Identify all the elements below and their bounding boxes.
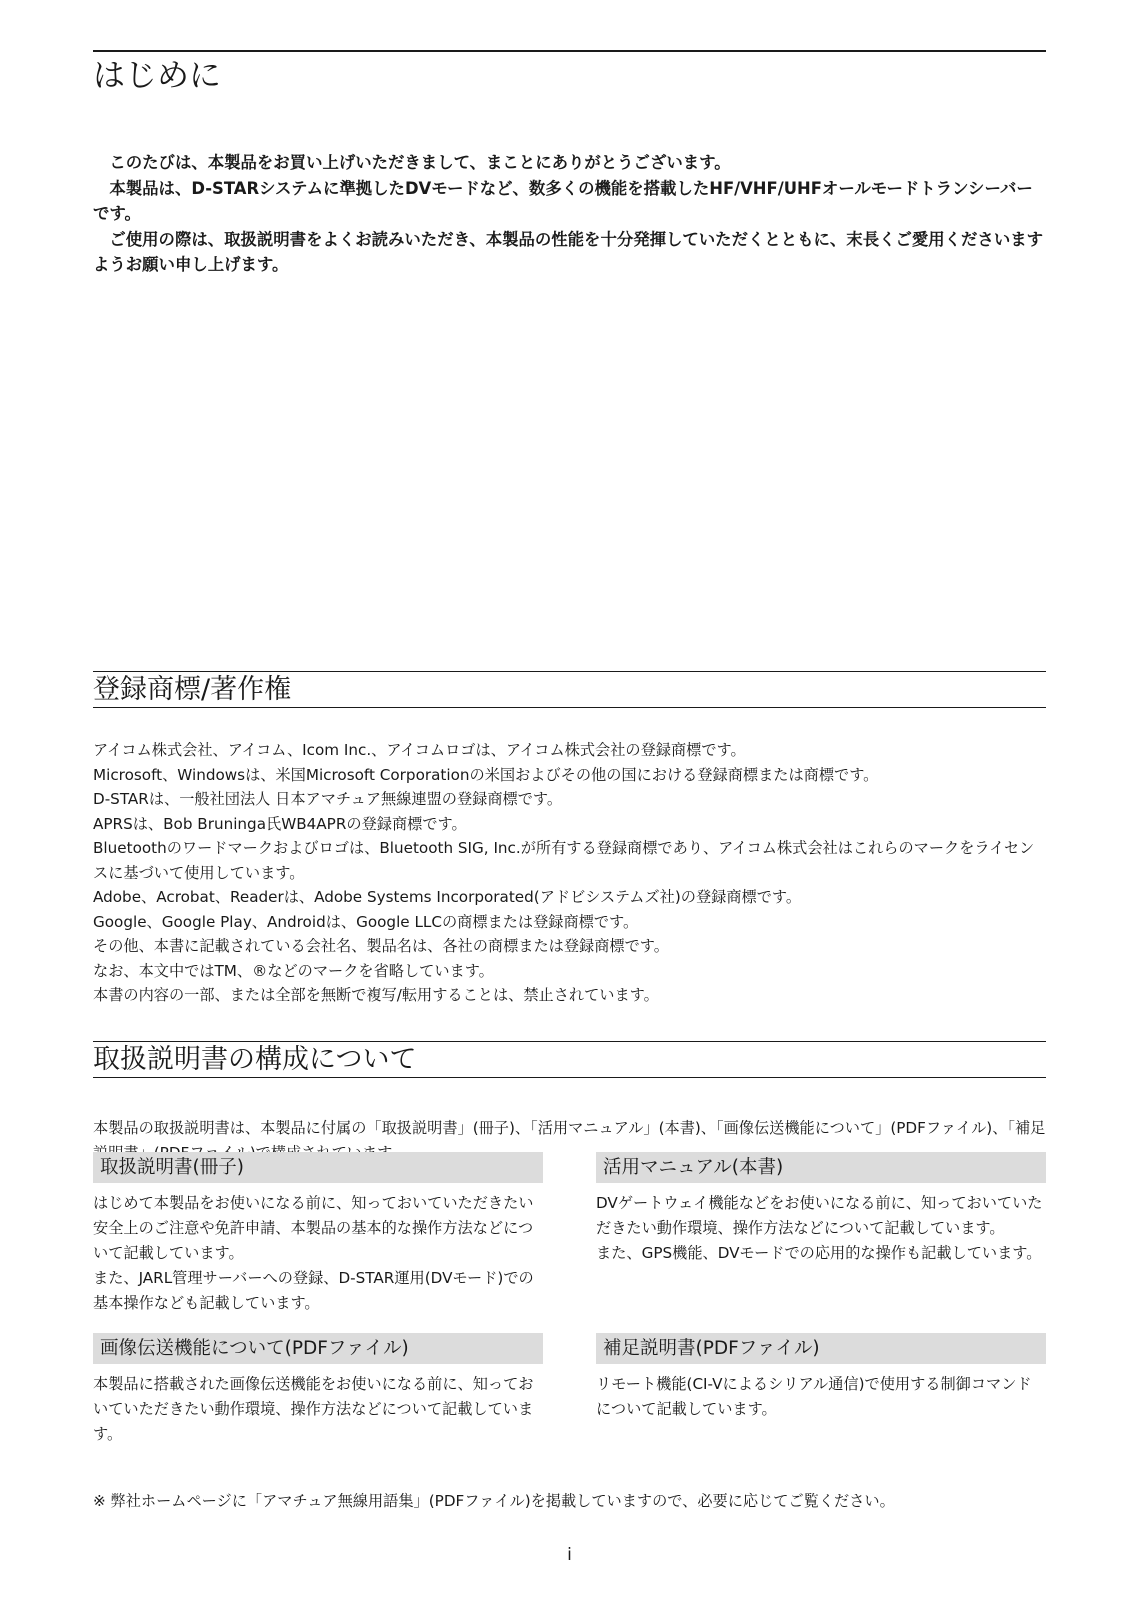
- document-page: [93, 0, 1046, 1600]
- trademark-line: その他、本書に記載されている会社名、製品名は、各社の商標または登録商標です。: [93, 937, 669, 955]
- trademark-line: Bluetoothのワードマークおよびロゴは、Bluetooth SIG, Inc.が所有する登録商標であり、アイコム株式会社はこれらのマークをライセンスに基づいて使用しています。: [93, 839, 1035, 882]
- manual-box-booklet: [93, 1152, 543, 1316]
- page-title: はじめに: [93, 56, 222, 94]
- intro-section: [93, 150, 1046, 278]
- manual-box-text: リモート機能(CI-Vによるシリアル通信)で使用する制御コマンドについて記載しています。: [596, 1375, 1032, 1418]
- manual-box-text: 本製品に搭載された画像伝送機能をお使いになる前に、知っておいていただきたい動作環境、操作方法などについて記載しています。: [93, 1375, 534, 1443]
- manual-box-text: DVゲートウェイ機能などをお使いになる前に、知っておいていただきたい動作環境、操作方法などについて記載しています。: [596, 1194, 1043, 1237]
- manual-box-body: [596, 1191, 1046, 1266]
- manual-box-supplement: [596, 1333, 1046, 1422]
- manual-box-text: はじめて本製品をお使いになる前に、知っておいていただきたい安全上のご注意や免許申請、本製品の基本的な操作方法などについて記載しています。: [93, 1194, 534, 1262]
- manual-box-title: 補足説明書(PDFファイル): [596, 1333, 1046, 1364]
- section-rule: [93, 707, 1046, 708]
- trademark-line: なお、本文中ではTM、®などのマークを省略しています。: [93, 961, 494, 980]
- manual-box-text: また、GPS機能、DVモードでの応用的な操作も記載しています。: [596, 1244, 1042, 1262]
- intro-paragraph: ご使用の際は、取扱説明書をよくお読みいただき、本製品の性能を十分発揮していただくとともに、末長くご愛用くださいますようお願い申し上げます。: [93, 229, 1043, 274]
- trademark-line: D-STARは、一般社団法人 日本アマチュア無線連盟の登録商標です。: [93, 790, 563, 808]
- manual-box-body: [93, 1191, 543, 1316]
- manual-box-image-transfer: [93, 1333, 543, 1447]
- manual-box-body: [596, 1372, 1046, 1422]
- manual-box-title: 活用マニュアル(本書): [596, 1152, 1046, 1183]
- intro-paragraph: このたびは、本製品をお買い上げいただきまして、まことにありがとうございます。: [109, 153, 731, 172]
- manual-box-title: 画像伝送機能について(PDFファイル): [93, 1333, 543, 1364]
- trademarks-heading: 登録商標/著作権: [93, 674, 292, 705]
- glossary-note: ※ 弊社ホームページに「アマチュア無線用語集」(PDFファイル)を掲載していますので、必要に応じてご覧ください。: [93, 1492, 895, 1510]
- page-number: i: [567, 1545, 572, 1565]
- manual-box-usage: [596, 1152, 1046, 1266]
- trademark-line: アイコム株式会社、アイコム、Icom Inc.、アイコムロゴは、アイコム株式会社の登録商標です。: [93, 741, 746, 759]
- trademark-line: Google、Google Play、Androidは、Google LLCの商標または登録商標です。: [93, 912, 639, 931]
- section-rule: [93, 671, 1046, 672]
- intro-paragraph: 本製品は、D-STARシステムに準拠したDVモードなど、数多くの機能を搭載したHF/VHF/UHFオールモードトランシーバーです。: [93, 178, 1033, 223]
- section-rule: [93, 1041, 1046, 1042]
- trademark-line: Adobe、Acrobat、Readerは、Adobe Systems Incorporated(アドビシステムズ社)の登録商標です。: [93, 888, 802, 906]
- trademarks-list: [93, 738, 1046, 1008]
- heading-rule: [93, 50, 1046, 52]
- trademark-line: 本書の内容の一部、または全部を無断で複写/転用することは、禁止されています。: [93, 986, 659, 1004]
- trademark-line: Microsoft、Windowsは、米国Microsoft Corporationの米国およびその他の国における登録商標または商標です。: [93, 765, 879, 784]
- structure-intro-text: 本製品の取扱説明書は、本製品に付属の「取扱説明書」(冊子)、「活用マニュアル」(本書)、「画像伝送機能について」(PDFファイル)、「補足: [93, 1119, 1046, 1137]
- manual-box-text: また、JARL管理サーバーへの登録、D-STAR運用(DVモード)での基本操作なども記載しています。: [93, 1269, 534, 1312]
- structure-heading: 取扱説明書の構成について: [93, 1044, 417, 1075]
- manual-box-body: [93, 1372, 543, 1447]
- section-rule: [93, 1077, 1046, 1078]
- manual-box-title: 取扱説明書(冊子): [93, 1152, 543, 1183]
- trademark-line: APRSは、Bob Bruninga氏WB4APRの登録商標です。: [93, 814, 467, 833]
